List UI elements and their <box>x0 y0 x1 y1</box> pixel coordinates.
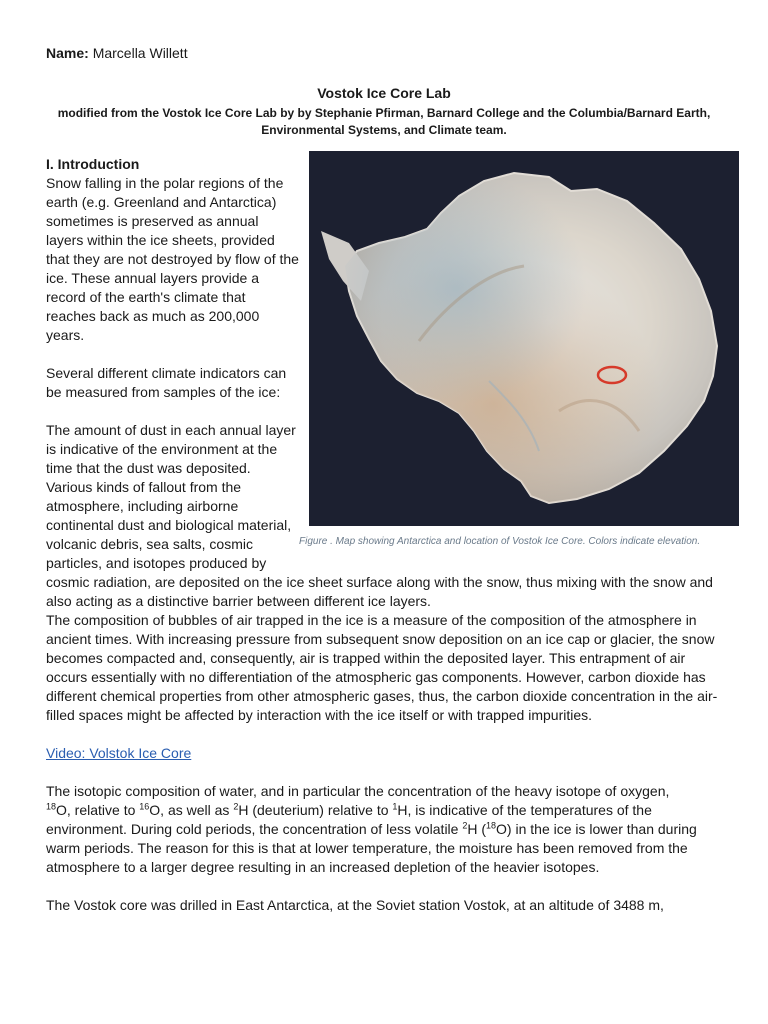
antarctica-map-icon <box>309 151 739 526</box>
dust-paragraph: The amount of dust in each annual layer is indicative of the environment at the time that the dust was deposited. Various kinds of fallout from the atmosphere, including airborne continental dust and biological material, volcanic debris, sea salts, cosmic particles, and isotopes produced by cosmic radiation, are deposited on the ice sheet surface along with the snow, thus mixing with the snow and also acting as a distinctive barrier between different ice layers. <box>46 422 713 609</box>
antarctica-map-image <box>309 151 739 526</box>
introduction-section <box>46 155 722 725</box>
antarctica-figure <box>299 151 739 551</box>
isotope-paragraph: The isotopic composition of water, and in particular the concentration of the heavy isotope of oxygen, $^{18}$O, relative to $^{16}$O, as well as $^2$H (deuterium) relative to $^1$H, is indicative of the temperatures of the environment. During cold periods, the concentration of less volatile $^2$H ($^{18}$O) in the ice is lower than during warm periods. The reason for this is that at lower temperature, the moisture has been removed from the atmosphere to a larger degree resulting in an increased depletion of the heavier isotopes. <box>46 783 697 875</box>
vostok-paragraph: The Vostok core was drilled in East Antarctica, at the Soviet station Vostok, at an altitude of 3488 m, <box>46 897 664 913</box>
intro-paragraph-2: Several different climate indicators can be measured from samples of the ice: <box>46 365 287 400</box>
document-title: Vostok Ice Core Lab <box>317 85 451 101</box>
intro-paragraph-1: Snow falling in the polar regions of the earth (e.g. Greenland and Antarctica) sometimes is preserved as annual layers within the ice sheets, provided that they are not destroyed by flow of the ice. These annual layers provide a record of the earth's climate that reaches back as much as 200,000 years. <box>46 175 299 343</box>
video-link[interactable]: Video: Volstok Ice Core <box>46 745 192 761</box>
name-line <box>46 44 722 66</box>
introduction-heading: I. Introduction <box>46 156 140 172</box>
document-page <box>46 44 722 915</box>
name-label: Name: <box>46 45 89 61</box>
student-name: Marcella Willett <box>92 45 188 61</box>
air-bubbles-paragraph: The composition of bubbles of air trapped in the ice is a measure of the composition of the atmosphere in ancient times. With increasing pressure from subsequent snow deposition on an ice cap or glacier, the snow becomes compacted and, consequently, air is trapped within the deposited layer. This entrapment of air occurs essentially with no differentiation of the atmospheric gas components. However, carbon dioxide has different chemical properties from other atmospheric gases, thus, the carbon dioxide concentration in the air-filled spaces might be affected by interaction with the ice itself or with trapped impurities. <box>46 612 718 723</box>
figure-caption: Figure . Map showing Antarctica and location of Vostok Ice Core. Colors indicate elevation. <box>299 536 701 547</box>
document-subtitle: modified from the Vostok Ice Core Lab by by Stephanie Pfirman, Barnard College and the Columbia/Barnard Earth, Environmental Systems, and Climate team. <box>57 106 711 137</box>
